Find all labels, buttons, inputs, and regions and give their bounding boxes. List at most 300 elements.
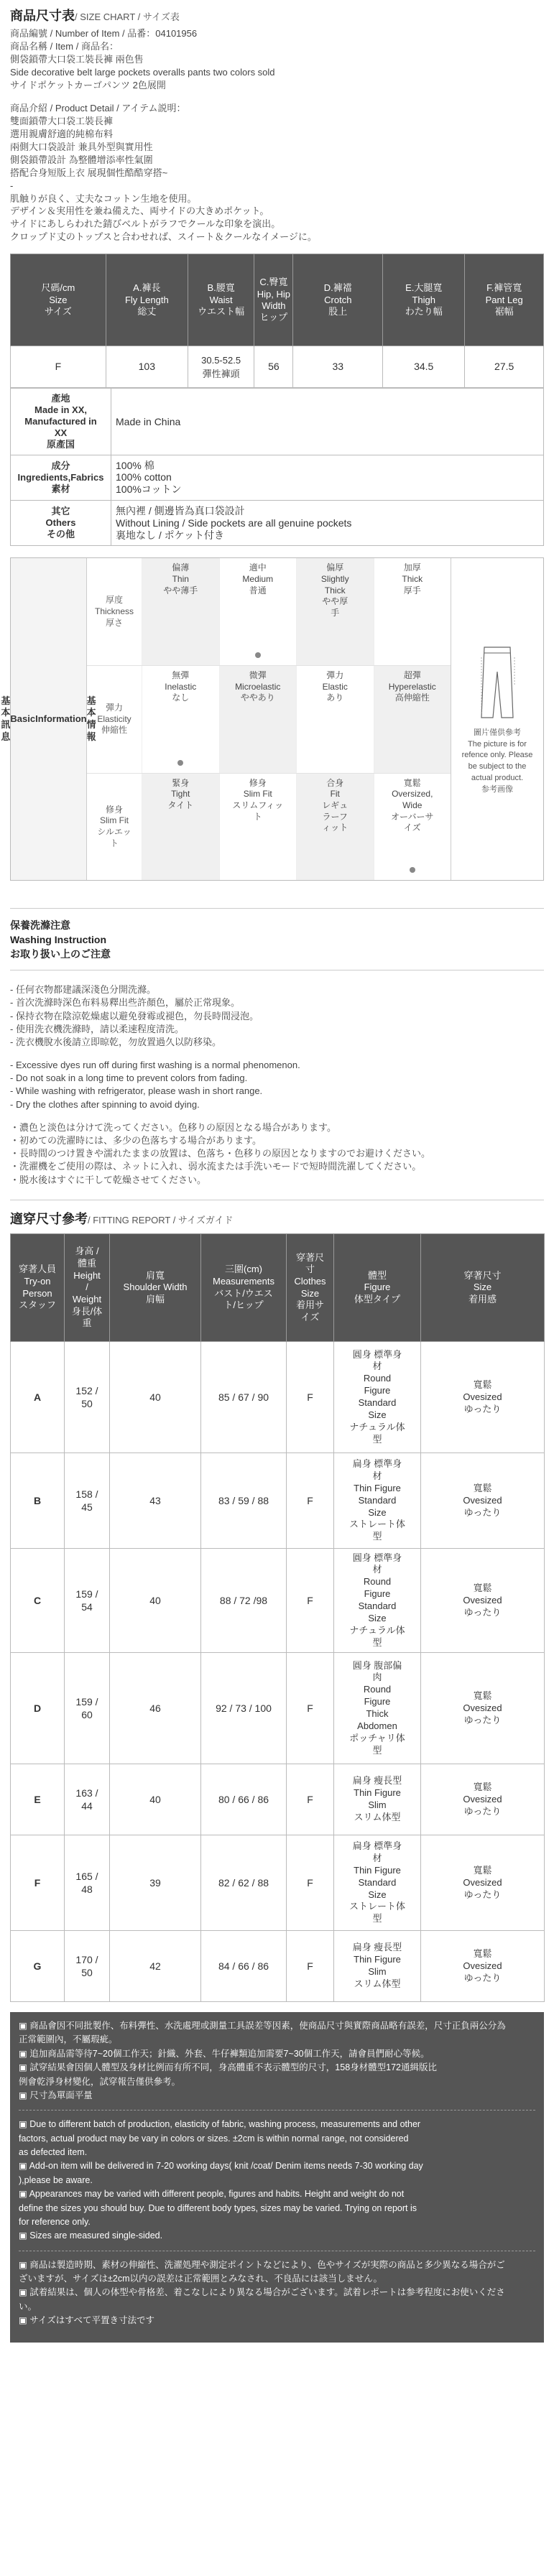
fitting-figure-line: 材 (372, 1852, 382, 1863)
fitting-figure-line: 圓身 腹部偏 (352, 1659, 402, 1671)
product-detail (10, 102, 544, 244)
fitting-figure-line: Standard (358, 1876, 397, 1888)
fitting-figure-line: Thin Figure (354, 1787, 401, 1799)
note-line: い。 (19, 2301, 37, 2312)
washing-line: - 任何衣物都建議深淺色分開洗滌。 (10, 984, 156, 996)
note-line: ▣ Due to different batch of production, elasticity of fabric, washing process, measurements and other (19, 2119, 421, 2130)
fitting-feel-line: Ovesized (463, 1494, 502, 1506)
basic-info-option-line: レギュ (322, 800, 348, 810)
basic-info-option (142, 558, 219, 665)
fitting-header-text: ト/ヒップ (223, 1299, 264, 1311)
fitting-figure-line: ポッチャリ体 (349, 1732, 405, 1743)
picture-note-line: 圖片僅供參考 (473, 728, 521, 737)
fitting-feel (421, 1835, 545, 1931)
size-chart-header-text: サイズ (44, 305, 72, 317)
fitting-figure-line: スリム体型 (354, 1978, 401, 1989)
washing-gap (10, 1049, 544, 1059)
basic-info-option-line: 高伸縮性 (394, 692, 430, 703)
picture-note (462, 728, 533, 797)
fitting-feel (421, 1931, 545, 2002)
fitting-height-weight (65, 1453, 110, 1549)
product-attributes-table (10, 388, 544, 546)
basic-info-option-line: ラーフ (322, 811, 348, 822)
product-detail-line: サイドにあしらわれた錆びベルトがラフでクールな印象を演出。 (10, 218, 281, 230)
size-chart-header-text: B.腰寬 (207, 282, 235, 294)
fitting-header-text: / (86, 1282, 88, 1293)
fitting-feel-line: 寬鬆 (473, 1379, 492, 1390)
fitting-figure (334, 1764, 421, 1835)
basic-info-option-line: 普通 (249, 585, 267, 596)
size-chart-cell: 34.5 (383, 346, 465, 388)
size-chart-header (106, 254, 188, 346)
fitting-figure-line: 扁身 標準身 (352, 1458, 402, 1469)
size-chart-header-text: わたり幅 (405, 305, 443, 317)
fitting-feel-line: ゆったり (463, 1506, 502, 1518)
basic-info-option-line: 偏厚 (326, 562, 344, 573)
basic-info-option-text (389, 670, 436, 704)
picture-note-line: be subject to the (468, 762, 527, 772)
fitting-header-text: Shoulder Width (123, 1282, 188, 1293)
basic-info-option-line: 厚手 (403, 585, 421, 596)
fitting-header-text: 着用感 (468, 1293, 497, 1305)
note-line: ざいますが、サイズは±2cm以内の誤差は正常範囲とみなされ、不良品には該当しません。 (19, 2274, 382, 2284)
basic-info-title-text: 基本訊息 (1, 695, 11, 743)
washing-title-line: 保養洗滌注意 (10, 919, 70, 932)
note-line: ),please be aware. (19, 2174, 93, 2185)
attribute-row (11, 500, 544, 545)
washing-title-line: Washing Instruction (10, 933, 107, 945)
product-detail-line: デザイン＆実用性を兼ね備えた、両サイドの大きめポケット。 (10, 205, 269, 217)
fitting-size: F (287, 1549, 334, 1653)
fitting-header (421, 1234, 545, 1342)
fitting-feel (421, 1764, 545, 1835)
fitting-figure-line: 扁身 瘦長型 (352, 1775, 402, 1787)
basic-info-option-line: やや薄手 (163, 585, 198, 596)
fitting-figure-line: 扁身 瘦長型 (352, 1942, 402, 1953)
attribute-label-text: XX (54, 427, 68, 438)
fitting-row (11, 1342, 545, 1453)
note-line: 正常範圍內，不屬瑕疵。 (19, 2034, 118, 2045)
fitting-row (11, 1549, 545, 1653)
item-info-line: 側袋鎖帶大口袋工裝長褲 兩色售 (10, 54, 144, 65)
product-detail-line: 搭配合身短版上衣 展現個性酷酷穿搭~ (10, 167, 168, 178)
product-detail-line: 雙面鎖帶大口袋工裝長褲 (10, 115, 114, 126)
size-chart-header-text: Thigh (412, 294, 435, 305)
size-chart-header-text: ヒップ (259, 312, 288, 323)
basic-info-option-line: Thick (324, 585, 346, 596)
fitting-height-weight (65, 1835, 110, 1931)
basic-info-row-label-line: シルエッ (97, 827, 131, 838)
fitting-row (11, 1931, 545, 2002)
fitting-header (287, 1234, 334, 1342)
fitting-figure (334, 1931, 421, 2002)
size-chart-cell-text: 30.5-52.5 (201, 354, 241, 366)
picture-note-line: 参考画像 (481, 785, 513, 794)
fitting-shoulder: 46 (110, 1653, 201, 1764)
attribute-value (111, 389, 544, 455)
note-line: ▣ Add-on item will be delivered in 7-20 working days( knit /coat/ Denim items needs 7-30 working day (19, 2161, 423, 2172)
size-chart-header-text: 股上 (328, 305, 348, 317)
fitting-figure-line: Standard (358, 1494, 397, 1506)
fitting-measurements: 88 / 72 /98 (201, 1549, 287, 1653)
attribute-value-text: Without Lining / Side pockets are all genuine pockets (116, 516, 352, 529)
basic-info-option-line: Fit (330, 789, 340, 800)
basic-info-option-line: Oversized, (392, 789, 433, 800)
washing-line: - 洗衣機脫水後請立即晾乾，勿放置過久以防移染。 (10, 1036, 221, 1047)
basic-info-option-line: 超彈 (403, 670, 421, 681)
fitting-figure-line: ストレート体 (348, 1519, 405, 1530)
note-line: ▣ 尺寸為單面平量 (19, 2090, 93, 2100)
fitting-figure-line: スリム体型 (354, 1811, 401, 1822)
fitting-hw-line: 170 / (75, 1953, 98, 1965)
attribute-label-text: Made in XX, (34, 404, 87, 416)
basic-info-option (374, 774, 451, 881)
fitting-feel-line: Ovesized (463, 1793, 502, 1804)
attribute-label-text: 其它 (51, 506, 70, 517)
fitting-measurements: 92 / 73 / 100 (201, 1653, 287, 1764)
fitting-figure (334, 1835, 421, 1931)
note-line: ▣ Sizes are measured single-sided. (19, 2230, 163, 2241)
basic-info-option-line: スリムフィッ (232, 800, 284, 810)
fitting-hw-line: 60 (81, 1709, 93, 1721)
fitting-hw-line: 152 / (75, 1384, 98, 1396)
fitting-feel (421, 1653, 545, 1764)
basic-info-option-text (323, 670, 348, 704)
size-chart-subtitle: / SIZE CHART / サイズ表 (75, 11, 180, 22)
note-line: ▣ 商品會因不同批製作、布料彈性、水洗處理或測量工具誤差等因素，使商品尺寸與實際商品略有誤差，尺寸正負兩公分為 (19, 2021, 506, 2031)
basic-info-option-line: 適中 (249, 562, 267, 573)
basic-info-option-line: やや厚 (322, 596, 348, 607)
note-line: ▣ サイズはすべて平置き寸法です (19, 2315, 155, 2326)
basic-info-option-text (402, 562, 423, 596)
attribute-label-text: Others (45, 517, 76, 529)
fitting-report-table (10, 1233, 545, 2002)
fitting-figure-line: 型 (372, 1636, 382, 1648)
basic-info-option (219, 774, 297, 881)
product-detail-line: 商品介紹 / Product Detail / アイテム説明： (10, 102, 186, 113)
basic-info-option-line: なし (172, 692, 190, 703)
product-detail-line: 側袋鎖帶設計 為整體增添率性氣圍 (10, 154, 153, 165)
fitting-hw-line: 50 (81, 1398, 93, 1410)
basic-info-option-line: イズ (403, 823, 421, 833)
basic-info-row (87, 558, 451, 666)
washing-line: ・濃色と淡色は分けて洗ってください。色移りの原因となる場合があります。 (10, 1121, 336, 1133)
size-chart-title: 商品尺寸表 (10, 9, 75, 23)
fitting-height-weight (65, 1549, 110, 1653)
fitting-figure-line: Figure (364, 1696, 391, 1708)
fitting-figure-line: Abdomen (357, 1720, 397, 1731)
fitting-figure-line: Standard (358, 1397, 397, 1409)
size-chart-header-text: 裾幅 (494, 305, 514, 317)
fitting-figure-line: Size (368, 1409, 387, 1420)
fitting-size: F (287, 1931, 334, 2002)
washing-instructions (10, 970, 544, 1200)
basic-info-option-line: 修身 (249, 777, 267, 788)
fitting-figure-line: Thin Figure (354, 1954, 401, 1965)
fitting-feel (421, 1453, 545, 1549)
size-chart-header-text: 尺碼/cm (41, 282, 75, 294)
fitting-shoulder: 40 (110, 1549, 201, 1653)
fitting-figure-line: Thin Figure (354, 1864, 401, 1876)
fitting-report-title-row (10, 1210, 544, 1228)
fitting-figure (334, 1453, 421, 1549)
size-chart-header-text: 総丈 (137, 305, 157, 317)
basic-info-row-label-line: ト (109, 838, 119, 848)
selected-dot-icon (177, 760, 183, 766)
picture-note-line: refence only. Please (461, 751, 533, 760)
fitting-header-text: スタッフ (18, 1299, 56, 1311)
fitting-measurements: 84 / 66 / 86 (201, 1931, 287, 2002)
basic-info-option-line: Elastic (322, 681, 348, 692)
attribute-label-text: 成分 (51, 460, 70, 471)
attribute-label (11, 500, 111, 545)
fitting-row (11, 1835, 545, 1931)
basic-info-option-line: Thin (172, 573, 189, 584)
note-line: factors, actual product may be vary in colors or sizes. ±2cm is within normal range, not considered (19, 2133, 409, 2144)
notes-block-ja (19, 2258, 535, 2328)
fitting-figure-line: 圓身 標準身 (352, 1552, 402, 1563)
attribute-value-text: Made in China (116, 415, 181, 427)
item-info (10, 27, 544, 92)
attribute-label-text: Manufactured in (24, 416, 97, 427)
fitting-row (11, 1653, 545, 1764)
basic-info-option-line: 合身 (326, 777, 344, 788)
fitting-height-weight (65, 1931, 110, 2002)
fitting-size: F (287, 1653, 334, 1764)
washing-line: ・洗濯機をご使用の際は、ネットに入れ、弱水流または手洗いモードで短時間洗濯してください。 (10, 1161, 422, 1172)
size-chart-cell: 33 (293, 346, 383, 388)
basic-info-option (296, 774, 374, 881)
fitting-figure-line: Thick (366, 1708, 389, 1720)
size-chart-header-text: C.臀寬 (259, 277, 288, 288)
fitting-size: F (287, 1453, 334, 1549)
washing-gap (10, 1111, 544, 1121)
size-chart-cell: 27.5 (465, 346, 544, 388)
basic-info-option-line: オーバーサ (391, 811, 434, 822)
fitting-header-text: Clothes (294, 1275, 326, 1287)
basic-info-row-label (87, 558, 142, 665)
basic-info-row-label-line: 厚度 (105, 595, 123, 606)
basic-info-option-line: Microelastic (235, 681, 281, 692)
fitting-header-text: 重 (82, 1317, 92, 1329)
fitting-figure-line: Thin Figure (354, 1482, 401, 1493)
basic-info-row-label-line: 修身 (105, 804, 123, 815)
fitting-hw-line: 163 / (75, 1787, 98, 1799)
fitting-feel-line: 寬鬆 (473, 1482, 492, 1493)
basic-info-option (142, 774, 219, 881)
basic-info-title-text: 基本情報 (86, 695, 96, 743)
basic-info-row (87, 666, 451, 774)
fitting-figure-line: Size (368, 1612, 387, 1623)
attribute-value-text: 100%コットン (116, 483, 182, 496)
fitting-figure-line: Size (368, 1506, 387, 1518)
fitting-size: F (287, 1342, 334, 1453)
fitting-header-text: 着用サ (295, 1299, 324, 1311)
attribute-row (11, 389, 544, 455)
basic-info-option-line: 微彈 (249, 670, 267, 681)
basic-info-option-line: タイト (167, 800, 194, 810)
fitting-figure-line: 材 (372, 1470, 382, 1481)
fitting-figure-line: Slim (368, 1966, 387, 1978)
note-line: ▣ 商品は製造時期、素材の伸縮性、洗濯処理や測定ポイントなどにより、色やサイズが実際の商品と多少異なる場合がご (19, 2259, 505, 2270)
basic-info-option-line: Inelastic (165, 681, 197, 692)
attribute-label (11, 389, 111, 455)
size-chart-header (465, 254, 544, 346)
note-line: as defected item. (19, 2147, 88, 2158)
basic-info-option-line: Tight (171, 789, 190, 800)
fitting-hw-line: 54 (81, 1601, 93, 1613)
fitting-feel-line: Ovesized (463, 1702, 502, 1713)
fitting-feel-line: Ovesized (463, 1391, 502, 1402)
attribute-label-text: 素材 (51, 483, 70, 494)
fitting-size: F (287, 1764, 334, 1835)
fitting-feel-line: Ovesized (463, 1876, 502, 1888)
washing-line: - While washing with refrigerator, please wash in short range. (10, 1085, 263, 1097)
fitting-figure-line: Size (368, 1889, 387, 1900)
fitting-size: F (287, 1835, 334, 1931)
basic-info-row-label (87, 774, 142, 881)
fitting-header-text: Weight (72, 1293, 102, 1305)
fitting-shoulder: 40 (110, 1342, 201, 1453)
fitting-measurements: 80 / 66 / 86 (201, 1764, 287, 1835)
fitting-feel-line: ゆったり (463, 1972, 502, 1983)
fitting-figure-line: Round (363, 1684, 392, 1695)
basic-info-option-line: ト (253, 811, 262, 822)
fitting-hw-line: 45 (81, 1501, 93, 1514)
fitting-feel (421, 1342, 545, 1453)
fitting-figure-line: 材 (372, 1564, 382, 1575)
pants-diagram-icon (476, 643, 519, 722)
size-chart-header-text: D.褲襠 (323, 282, 352, 294)
notes-block-en (19, 2118, 535, 2243)
basic-info-option-line: 彈力 (326, 670, 344, 681)
fitting-report-subtitle: / FITTING REPORT / サイズガイド (88, 1214, 234, 1226)
fitting-header-text: 穿著尺 (295, 1251, 324, 1263)
size-chart-cell: F (11, 346, 106, 388)
basic-info-option-line: Medium (242, 573, 274, 584)
basic-info-option-line: Wide (402, 800, 423, 810)
basic-info-row-label-line: Thickness (94, 606, 134, 616)
fitting-feel-line: 寬鬆 (473, 1781, 492, 1792)
size-chart-header (188, 254, 254, 346)
fitting-shoulder: 40 (110, 1764, 201, 1835)
size-chart-header (293, 254, 383, 346)
fitting-measurements: 85 / 67 / 90 (201, 1342, 287, 1453)
fitting-figure-line: 肉 (372, 1672, 382, 1683)
fitting-feel-line: ゆったり (463, 1889, 502, 1900)
fitting-figure-line: Round (363, 1576, 392, 1588)
size-chart-header-text: Hip, Hip Width (257, 288, 290, 311)
fitting-feel-line: 寬鬆 (473, 1947, 492, 1959)
basic-info-option (219, 666, 297, 773)
basic-info-option-line: 偏薄 (172, 562, 190, 573)
basic-info-title (1, 558, 96, 880)
fitting-figure-line: ストレート体 (348, 1901, 405, 1912)
size-chart-row (11, 346, 544, 388)
picture-note-line: The picture is for (468, 739, 527, 749)
note-line: for reference only. (19, 2216, 91, 2227)
attribute-row (11, 455, 544, 500)
fitting-measurements: 83 / 59 / 88 (201, 1453, 287, 1549)
fitting-row (11, 1453, 545, 1549)
product-detail-line: - (10, 180, 14, 191)
size-chart-header-text: F.褲管寬 (486, 282, 522, 294)
fitting-shoulder: 42 (110, 1931, 201, 2002)
attribute-label (11, 455, 111, 500)
note-line: ▣ 追加商品需等待7~20個工作天；針織、外套、牛仔褲類追加需要7~30個工作天，請會員們耐心等候。 (19, 2048, 430, 2059)
fitting-hw-line: 158 / (75, 1488, 98, 1500)
size-chart-header-text: Size (49, 294, 68, 305)
basic-info-grid (87, 558, 451, 880)
size-chart-header-text: A.褲長 (133, 282, 161, 294)
size-chart-header-text: Fly Length (124, 294, 169, 305)
fitting-header-text: 體重 (77, 1258, 96, 1269)
size-chart-header-text: Waist (209, 294, 233, 305)
fitting-header-text: 穿著尺寸 (463, 1269, 502, 1281)
fitting-figure-line: 型 (372, 1531, 382, 1542)
fitting-figure (334, 1342, 421, 1453)
fitting-hw-line: 165 / (75, 1870, 98, 1882)
washing-line: ・脱水後はすぐに干して乾燥させてください。 (10, 1174, 207, 1185)
fitting-figure-line: 型 (372, 1744, 382, 1756)
basic-info-option-line: Thick (402, 573, 423, 584)
fitting-shoulder: 43 (110, 1453, 201, 1549)
size-chart-header-text: E.大腿寬 (405, 282, 443, 294)
fitting-hw-line: 50 (81, 1967, 93, 1979)
note-line: ▣ 試着結果は、個人の体型や骨格差、着こなしにより異なる場合がございます。試着レポートは参考程度にお使いくださ (19, 2287, 505, 2298)
basic-info-option-text (235, 670, 280, 704)
size-notes (10, 2012, 544, 2343)
basic-info-option (296, 558, 374, 665)
fitting-header (334, 1234, 421, 1342)
attribute-value-text: 裏地なし / ポケット付き (116, 529, 224, 541)
washing-line: ・初めての洗濯時には、多少の色落ちする場合があります。 (10, 1135, 262, 1146)
attribute-value-text: 100% cotton (116, 471, 172, 483)
fitting-header-text: Height (73, 1269, 101, 1281)
note-line: 例會乾淨身材變化，試穿報告僅供參考。 (19, 2076, 181, 2087)
attribute-label-text: その他 (46, 529, 75, 540)
basic-info-row-label-text (95, 595, 134, 629)
basic-info-option-text (321, 562, 349, 618)
basic-info-title-text: Basic (10, 713, 36, 724)
basic-info-option (142, 666, 219, 773)
fitting-hw-line: 159 / (75, 1588, 98, 1600)
fitting-shoulder: 39 (110, 1835, 201, 1931)
basic-info-row-label-line: Elasticity (97, 713, 131, 724)
notes-separator (19, 2110, 535, 2111)
fitting-feel-line: ゆったり (463, 1606, 502, 1618)
washing-title-line: お取り扱い上のご注意 (10, 948, 111, 960)
fitting-figure-line: Round (363, 1373, 392, 1384)
size-chart-cell (188, 346, 254, 388)
fitting-figure (334, 1653, 421, 1764)
basic-info-row-label-line: 厚さ (105, 617, 123, 628)
fitting-header-text: Size (473, 1282, 492, 1293)
basic-info-row-label-line: Slim Fit (100, 815, 129, 826)
fitting-figure-line: 材 (372, 1361, 382, 1372)
fitting-header-text: 體型 (367, 1269, 387, 1281)
fitting-figure-line: Figure (364, 1588, 391, 1600)
basic-info-option-line: ィット (322, 823, 348, 833)
note-line: define the sizes you should buy. Due to different body types, sizes may be varied. Trying on report is (19, 2202, 417, 2213)
basic-info-row-label-text (97, 805, 131, 849)
fitting-feel-line: Ovesized (463, 1960, 502, 1971)
note-line: ▣ 試穿結果會因個人體型及身材比例而有所不同，身高體重不表示體型的尺寸，158身材體型172通緝版比 (19, 2062, 437, 2073)
size-chart-header-text: ウエスト幅 (198, 305, 245, 317)
basic-info-option (219, 558, 297, 665)
basic-info-row (87, 774, 451, 881)
washing-line: - 首次洗滌時深色布料易釋出些許顏色，屬於正常現象。 (10, 997, 240, 1009)
